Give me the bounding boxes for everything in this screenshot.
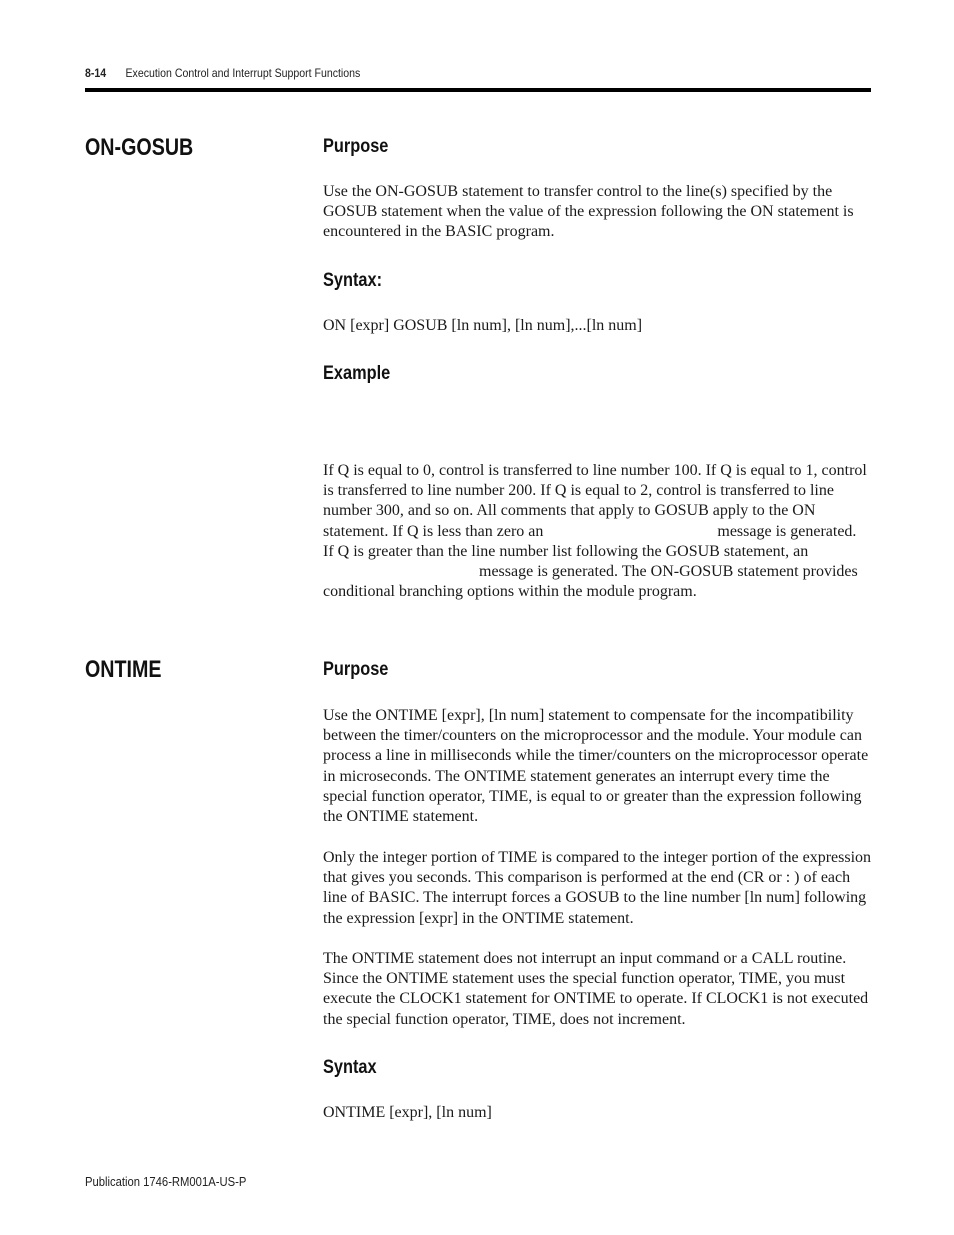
page-number: 8-14	[85, 66, 107, 80]
on-gosub-example-heading: Example	[323, 363, 391, 384]
example-text-part3: message is generated. The ON-GOSUB statement provides conditional branching options within the module program.	[323, 563, 858, 601]
ontime-purpose-heading: Purpose	[323, 659, 389, 680]
on-gosub-title: ON-GOSUB	[85, 134, 194, 161]
ontime-purpose-paragraph-1: Use the ONTIME [expr], [ln num] statement to compensate for the incompatibility between the timer/counters on the microprocessor and the module. Your module can process a line in milliseconds while the timer/counters on the microprocessor operate in microseconds. The ONTIME statement generates an interrupt every time the special function operator, TIME, is equal to or greater than the expression following the ONTIME statement.	[323, 707, 869, 826]
ontime-purpose-paragraph-3: The ONTIME statement does not interrupt an input command or a CALL routine. Since the ONTIME statement uses the special function operator, TIME, you must execute the CLOCK1 statement for ONTIME to operate. If CLOCK1 is not executed the special function operator, TIME, does not increment.	[323, 950, 869, 1028]
example-text-part2: message is generated. If Q is greater than the line number list following the GOSUB statement, an	[323, 522, 857, 560]
example-text-part1: If Q is equal to 0, control is transferred to line number 100. If Q is equal to 1, control is transferred to line number 200. If Q is equal to 2, control is transferred to line number 300, and so on. All comments that apply to GOSUB apply to the ON statement. If Q is less than zero an	[323, 462, 867, 540]
ontime-title: ONTIME	[85, 656, 162, 683]
header-rule	[85, 88, 871, 92]
publication-footer: Publication 1746-RM001A-US-P	[85, 1175, 247, 1189]
ontime-purpose-paragraph-2: Only the integer portion of TIME is compared to the integer portion of the expression that gives you seconds. This comparison is performed at the end (CR or : ) of each line of BASIC. The interrupt forces a GOSUB to the line number [ln num] following the expression [expr] in the ONTIME statement.	[323, 849, 872, 927]
ontime-syntax-text: ONTIME [expr], [ln num]	[323, 1104, 492, 1121]
on-gosub-purpose-text: Use the ON-GOSUB statement to transfer control to the line(s) specified by the GOSUB statement when the value of the expression following the ON statement is encountered in the BASIC program.	[323, 183, 854, 241]
ontime-syntax-heading: Syntax	[323, 1057, 377, 1078]
chapter-title: Execution Control and Interrupt Support Functions	[125, 66, 361, 80]
on-gosub-purpose-heading: Purpose	[323, 136, 389, 157]
on-gosub-syntax-text: ON [expr] GOSUB [ln num], [ln num],...[ln num]	[323, 317, 643, 334]
running-header	[85, 66, 360, 80]
on-gosub-example-text	[323, 461, 871, 602]
on-gosub-syntax-heading: Syntax:	[323, 270, 383, 291]
